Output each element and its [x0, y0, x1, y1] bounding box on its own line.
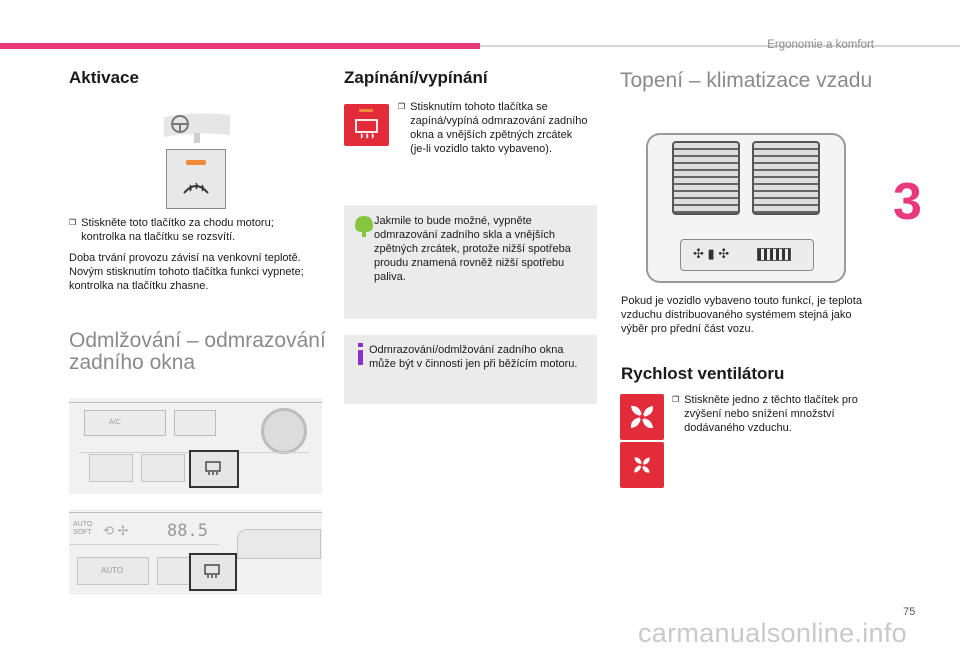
header-accent-bar: [0, 43, 480, 49]
rear-defrost-icon: [205, 461, 221, 475]
heading-rychlost: Rychlost ventilátoru: [621, 364, 785, 383]
section-title: Ergonomie a komfort: [767, 39, 874, 51]
auto-label: AUTO: [101, 566, 124, 575]
page-number: 75: [903, 606, 916, 618]
fan-small-icon: [631, 454, 653, 476]
paragraph-topeni: Pokud je vozidlo vybaveno touto funkcí, je teplota vzduchu distribuovaného systémem stejná jako výběr pro přední část vozu.: [621, 295, 862, 335]
ac-label: A/C: [109, 419, 121, 426]
eco-note-box: [344, 205, 597, 319]
eco-note-text: Jakmile to bude možné, vypněte odmrazování zadního skla a vnějších zpětných zrcátek, protože nižší spotřeba proudu znamená rovněž nižší spotřebu paliva.: [374, 215, 571, 283]
control-panel-illustration-2: [69, 509, 322, 595]
heading-aktivace: Aktivace: [69, 68, 139, 87]
paragraph-aktivace: Doba trvání provozu závisí na venkovní teplotě. Novým stisknutím tohoto tlačítka funkci vypnete; kontrolka na tlačítku zhasne.: [69, 252, 304, 292]
heading-odmlzovani: Odmlžování – odmrazování zadního okna: [69, 329, 326, 374]
vent-left: [672, 141, 740, 215]
auto-soft-label: AUTO SOFT: [73, 521, 93, 536]
bullet-zapinani: ❒ Stisknutím tohoto tlačítka se zapíná/vypíná odmrazování zadního okna a vnějších zpětných zrcátek (je-li vozidlo takto vybaveno).: [398, 101, 588, 155]
info-note-text: Odmrazování/odmlžování zadního okna může být v činnosti jen při běžícím motoru.: [369, 344, 578, 370]
bullet-aktivace: ❒ Stiskněte toto tlačítko za chodu motoru; kontrolka na tlačítku se rozsvítí.: [69, 217, 274, 243]
watermark: carmanualsonline.info: [638, 618, 907, 648]
chapter-number: 3: [893, 173, 922, 231]
windshield-illustration: [160, 109, 234, 145]
bullet-marker-icon: ❒: [69, 218, 77, 227]
indicator-led: [186, 160, 206, 165]
mode-icons: ⟲ ✢: [103, 523, 129, 538]
header-divider: [480, 45, 960, 47]
temperature-display: 88.5: [167, 521, 208, 541]
rear-defrost-button[interactable]: [344, 104, 389, 146]
eco-leaf-icon: [353, 214, 375, 238]
fan-large-icon: [626, 401, 658, 433]
heading-topeni: Topení – klimatizace vzadu: [620, 69, 873, 92]
rear-defrost-button-highlight: [189, 450, 239, 488]
indicator-led: [359, 109, 373, 112]
speed-indicator: [757, 248, 791, 261]
fan-icons: ✣ ▮ ✣: [693, 246, 730, 261]
control-panel-illustration-1: [69, 398, 322, 494]
rear-control-strip: [680, 239, 814, 271]
heading-zapinani: Zapínání/vypínání: [344, 68, 488, 87]
windshield-defrost-icon: [181, 175, 211, 197]
fan-speed-down-button[interactable]: [620, 442, 664, 488]
front-defrost-button[interactable]: [166, 149, 226, 209]
rear-window-defrost-icon: [354, 118, 379, 140]
bullet-rychlost: ❒ Stiskněte jedno z těchto tlačítek pro zvýšení nebo snížení množství dodávaného vzduchu.: [672, 394, 858, 434]
bullet-marker-icon: ❒: [672, 395, 680, 404]
vent-right: [752, 141, 820, 215]
bullet-marker-icon: ❒: [398, 102, 406, 111]
rear-defrost-button-highlight: [189, 553, 237, 591]
rear-vent-illustration: [646, 133, 846, 283]
rotary-knob: [261, 408, 307, 454]
rear-defrost-icon: [204, 564, 220, 578]
info-icon: [356, 343, 366, 365]
info-note-box: [344, 335, 597, 404]
fan-speed-up-button[interactable]: [620, 394, 664, 440]
